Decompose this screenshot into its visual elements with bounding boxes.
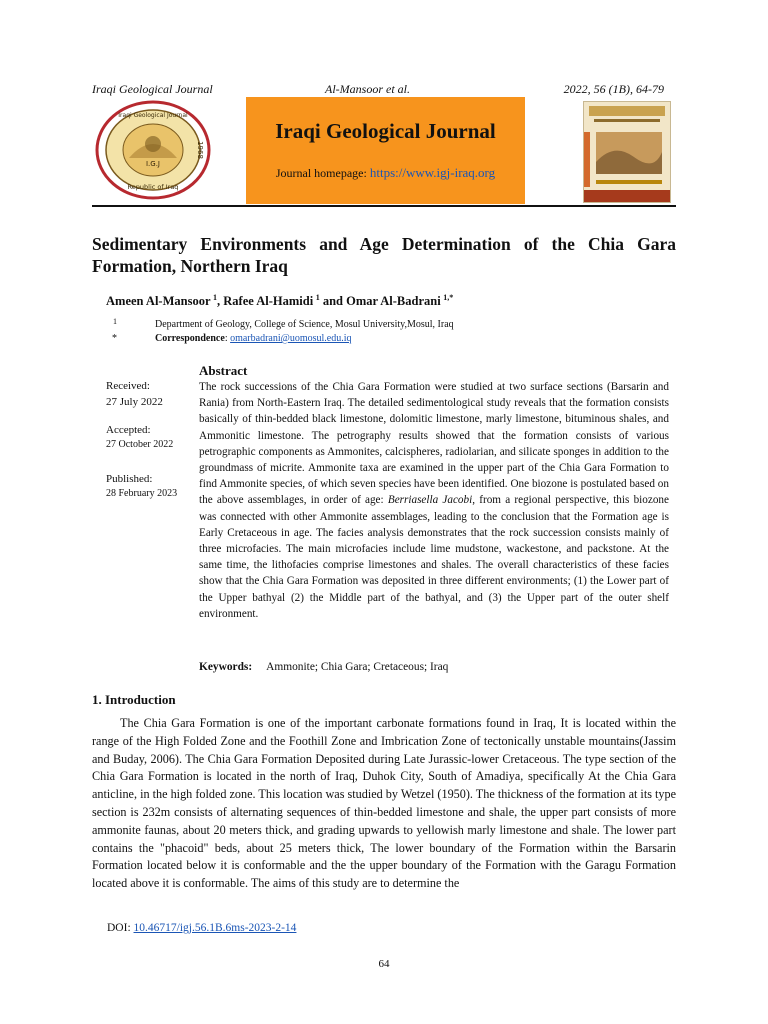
logo-bottom-text: Republic of Iraq	[127, 183, 179, 191]
published-label: Published:	[106, 473, 153, 485]
received-label: Received:	[106, 380, 150, 392]
correspondence-separator: :	[224, 333, 231, 344]
affiliation-text: Department of Geology, College of Science, Mosul University,Mosul, Iraq	[155, 319, 454, 330]
abstract-text-part: , from a regional perspective, this biozone was connected with other Ammonite assemblages, leading to the conclusion that the Formation age is Early Cretaceous in age. The facies analysis demonstrates that the rock succession consists mainly of three microfacies. The main microfacies include lime mudstone, wackestone, and packstone. At the same time, the lithofacies comprise limestones and shales. The overall characteristics of these facies show that the Chia Gara Formation was deposited in three different environments; (1) the Lower part of the Upper bathyal (2) the Middle part of the bathyal, and (3) the Upper part of the outer shelf environment.	[199, 494, 669, 620]
article-title: Sedimentary Environments and Age Determination of the Chia Gara Formation, Northern Iraq	[92, 234, 676, 276]
author-name: Rafee Al-Hamidi	[223, 294, 314, 309]
keywords-label: Keywords:	[199, 661, 253, 673]
correspondence-line	[155, 333, 352, 344]
correspondence-label: Correspondence	[155, 333, 225, 344]
page-number: 64	[378, 958, 390, 970]
correspondence-mark: *	[112, 333, 117, 344]
running-header-authors: Al-Mansoor et al.	[325, 82, 410, 96]
abstract-species-name: Berriasella Jacobi	[387, 494, 473, 507]
author-separator: ,	[217, 294, 224, 309]
author-separator: and	[319, 294, 347, 309]
correspondence-email-link[interactable]: omarbadrani@uomosul.edu.iq	[230, 333, 352, 344]
author-affil-mark: 1	[213, 293, 218, 302]
logo-year-text: 1968	[196, 141, 204, 159]
journal-homepage-link[interactable]: https://www.igj-iraq.org	[369, 165, 496, 180]
author-name: Omar Al-Badrani	[346, 294, 441, 309]
accepted-label: Accepted:	[106, 424, 151, 436]
author-affil-mark: 1,*	[443, 293, 454, 302]
journal-homepage	[246, 165, 525, 181]
running-header-volume: 2022, 56 (1B), 64-79	[563, 82, 664, 96]
author-name: Ameen Al-Mansoor	[106, 294, 211, 309]
doi-link[interactable]: 10.46717/igj.56.1B.6ms-2023-2-14	[133, 922, 297, 934]
journal-cover-thumbnail	[583, 101, 671, 203]
keywords-line	[199, 661, 448, 673]
accepted-date: 27 October 2022	[106, 439, 174, 450]
published-date: 28 February 2023	[106, 488, 178, 499]
abstract-text-part: The rock successions of the Chia Gara Formation were studied at two surface sections (Barsarin and Rania) from North-Eastern Iraq. The detailed sedimentological study reveals that the formation consists basically of thin-bedded black limestone, dolomitic limestone, marly limestone, bituminous shales, and Ammonitic limestone. The petrography results showed that the formation consists of various petrographic components as Ammonites, calcispheres, radiolarian, and silicate sponges in addition to the groundmass of micrite. Ammonite taxa are examined in the upper part of the Chia Gara Formation to find Ammonite species, of which seven species have been identified. One biozone is postulated based on the above assemblages, in order of age:	[199, 381, 669, 507]
journal-seal-logo	[94, 100, 212, 200]
abstract-heading: Abstract	[199, 363, 248, 378]
doi-line	[107, 922, 296, 934]
journal-homepage-label: Journal homepage:	[275, 166, 370, 180]
logo-center-text: I.G.J	[145, 160, 161, 168]
journal-banner-title: Iraqi Geological Journal	[275, 119, 496, 143]
abstract-body	[199, 379, 669, 622]
author-affil-mark: 1	[315, 293, 320, 302]
section-heading-introduction: 1. Introduction	[92, 692, 176, 707]
affiliation-mark: 1	[113, 317, 117, 326]
logo-top-text: Iraqi Geological Journal	[118, 112, 188, 119]
running-header-journal: Iraqi Geological Journal	[92, 82, 213, 96]
author-list	[106, 293, 453, 309]
journal-banner	[246, 97, 525, 204]
keywords-list: Ammonite; Chia Gara; Cretaceous; Iraq	[266, 661, 449, 673]
masthead-divider	[92, 205, 676, 207]
received-date: 27 July 2022	[106, 396, 163, 408]
introduction-paragraph: The Chia Gara Formation is one of the important carbonate formations found in Iraq, It is located within the range of the High Folded Zone and the Foothill Zone and Imbrication Zone of tectonically unstable mountains(Jassim and Buday, 2006). The Chia Gara Formation Deposited during Late Jurassic-lower Cretaceous. The type section of the Chia Gara Formation is located in the north of Iraq, Duhok City, South of Amadiya, specifically At the Chia Gara anticline, in the high folded zone. This location was studied by Wetzel (1950). The thickness of the formation at its type section is 232m consists of alternating sequences of thin-bedded limestone and shale, the upper part consists of more ammonite faunas, about 20 meters thick, and grading upwards to yellowish marly limestone and shale. The lower part contains the "phacoid" beds, about 25 meters thick, The lower boundary of the Formation within the Barsarin Formation located below it is conformable and the the upper boundary of the Formation with the Garagu Formation located above it is conformable. The aims of this study are to determine the	[92, 716, 676, 891]
doi-label: DOI:	[107, 922, 134, 934]
